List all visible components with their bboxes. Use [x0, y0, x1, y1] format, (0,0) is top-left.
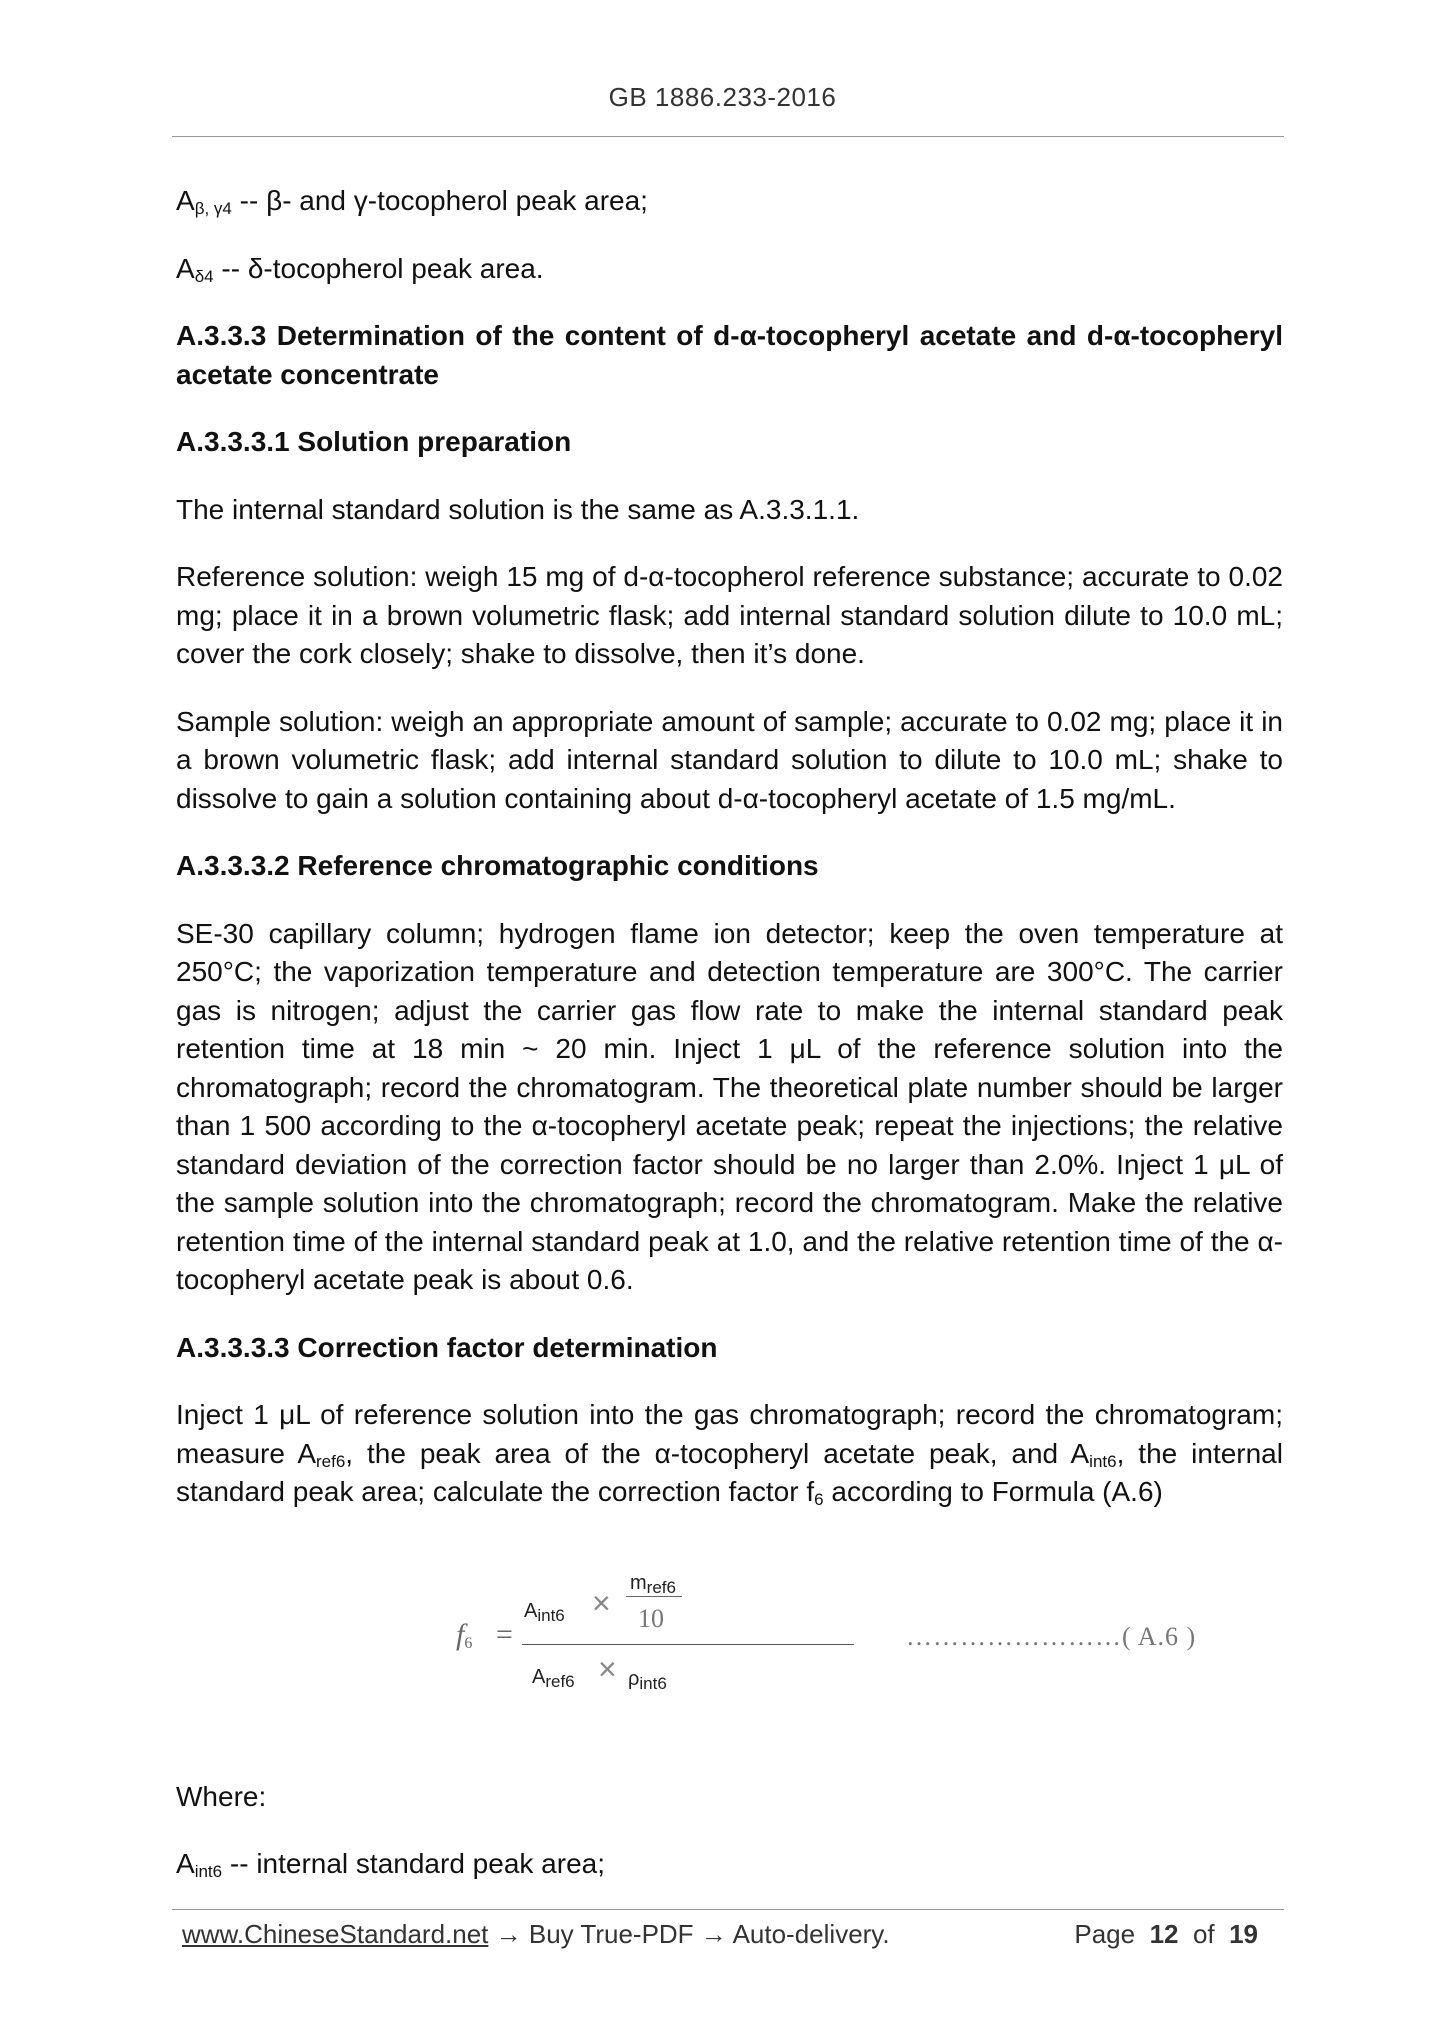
- symbol-subscript: int6: [194, 1862, 223, 1881]
- formula-symbol: m: [630, 1571, 647, 1594]
- section-heading-a3333: A.3.3.3 Determination of the content of d-α-tocopheryl acetate and d-α-tocopheryl acetate concentrate: [176, 320, 1283, 390]
- text-segment: , the peak area of the α-tocopheryl acetate peak, and A: [345, 1437, 1090, 1469]
- inner-fraction-bar: [626, 1596, 682, 1597]
- formula-a-ref6: [532, 1658, 575, 1697]
- formula-equals: =: [496, 1617, 513, 1651]
- fraction-bar: [522, 1644, 854, 1645]
- paragraph-internal-standard: The internal standard solution is the same as A.3.3.1.1.: [176, 493, 860, 525]
- symbol-subscript: δ4: [194, 266, 214, 286]
- formula-a6: [176, 1564, 1283, 1732]
- formula-subscript: ref6: [545, 1671, 575, 1691]
- definition-a-int6: [176, 1845, 1283, 1884]
- symbol: A: [176, 1848, 195, 1879]
- subscript: int6: [1089, 1451, 1117, 1471]
- formula-symbol: ρ: [628, 1667, 640, 1690]
- text-segment: according to Formula (A.6): [823, 1476, 1163, 1507]
- formula-number: ……………………( A.6 ): [906, 1621, 1197, 1651]
- definition-text: -- δ-tocopherol peak area.: [213, 252, 544, 284]
- formula-subscript: ref6: [646, 1577, 676, 1597]
- definition-a-beta-gamma: [176, 182, 1283, 221]
- definition-text: -- β- and γ-tocopherol peak area;: [231, 185, 648, 216]
- formula-subscript: int6: [639, 1673, 667, 1693]
- symbol: A: [176, 185, 195, 216]
- header-divider: [172, 136, 1284, 137]
- formula-ten: 10: [638, 1603, 664, 1633]
- times-sign: ×: [598, 1650, 617, 1687]
- paragraph-chromatographic-conditions: SE-30 capillary column; hydrogen flame ion detector; keep the oven temperature at 250°C; the vaporization temperature and detection temperature are 300°C. The carrier gas is nitrogen; adjust the carrier gas flow rate to make the internal standard peak retention time at 18 min ~ 20 min. Inject 1 μL of the reference solution into the chromatograph; record the chromatogram. The theoretical plate number should be larger than 1 500 according to the α-tocopheryl acetate peak; repeat the injections; the relative standard deviation of the correction factor should be no larger than 2.0%. Inject 1 μL of the sample solution into the chromatograph; record the chromatogram. Make the relative retention time of the internal standard peak at 1.0, and the relative retention time of the α-tocopheryl acetate peak is about 0.6.: [176, 917, 1283, 1295]
- formula-symbol: A: [532, 1665, 546, 1688]
- page-indicator: [1074, 1919, 1258, 1950]
- footer-text: → Buy True-PDF → Auto-delivery.: [488, 1919, 890, 1949]
- times-sign: ×: [592, 1584, 611, 1621]
- subscript: 6: [814, 1490, 824, 1509]
- section-heading-a33332: A.3.3.3.2 Reference chromatographic conditions: [176, 850, 819, 881]
- of-word: of: [1192, 1919, 1215, 1949]
- formula-lhs-subscript: 6: [464, 1634, 473, 1652]
- website-link[interactable]: www.ChineseStandard.net: [182, 1919, 489, 1949]
- page-total: 19: [1229, 1919, 1258, 1949]
- formula-subscript: int6: [537, 1605, 565, 1625]
- where-label: Where:: [176, 1780, 267, 1812]
- section-heading-a33333: A.3.3.3.3 Correction factor determination: [176, 1331, 718, 1363]
- paragraph-correction-factor: [176, 1396, 1283, 1512]
- formula-symbol: A: [524, 1599, 538, 1622]
- definition-a-delta: [176, 250, 1283, 289]
- footer-divider: [172, 1909, 1284, 1910]
- paragraph-reference-solution: Reference solution: weigh 15 mg of d-α-tocopherol reference substance; accurate to 0.02 mg; place it in a brown volumetric flask; add internal standard solution dilute to 10.0 mL; cover the cork closely; shake to dissolve, then it’s done.: [176, 561, 1283, 669]
- page-word: Page: [1074, 1919, 1136, 1949]
- symbol-subscript: β, γ4: [194, 199, 232, 218]
- subscript: ref6: [316, 1451, 346, 1471]
- page-footer: [182, 1919, 1282, 1950]
- formula-a-int6: [524, 1592, 565, 1631]
- formula-lhs-symbol: f: [456, 1617, 465, 1651]
- text-segment: Inject 1 μL of reference solution into the gas chromatograph; record the chromatogram; measure A: [176, 1399, 1283, 1469]
- formula-lhs: [456, 1616, 472, 1655]
- document-header: GB 1886.233-2016: [608, 82, 837, 112]
- symbol: A: [176, 252, 195, 284]
- text-segment: , the internal standard peak area; calculate the correction factor f: [176, 1437, 1283, 1507]
- section-heading-a33331: A.3.3.3.1 Solution preparation: [176, 426, 572, 457]
- page-content: [176, 182, 1283, 1913]
- definition-text: -- internal standard peak area;: [222, 1848, 605, 1879]
- paragraph-sample-solution: Sample solution: weigh an appropriate amount of sample; accurate to 0.02 mg; place it in a brown volumetric flask; add internal standard solution to dilute to 10.0 mL; shake to dissolve to gain a solution containing about d-α-tocopheryl acetate of 1.5 mg/mL.: [176, 705, 1283, 814]
- page-number: 12: [1149, 1919, 1179, 1949]
- formula-rho-int6: [628, 1660, 667, 1699]
